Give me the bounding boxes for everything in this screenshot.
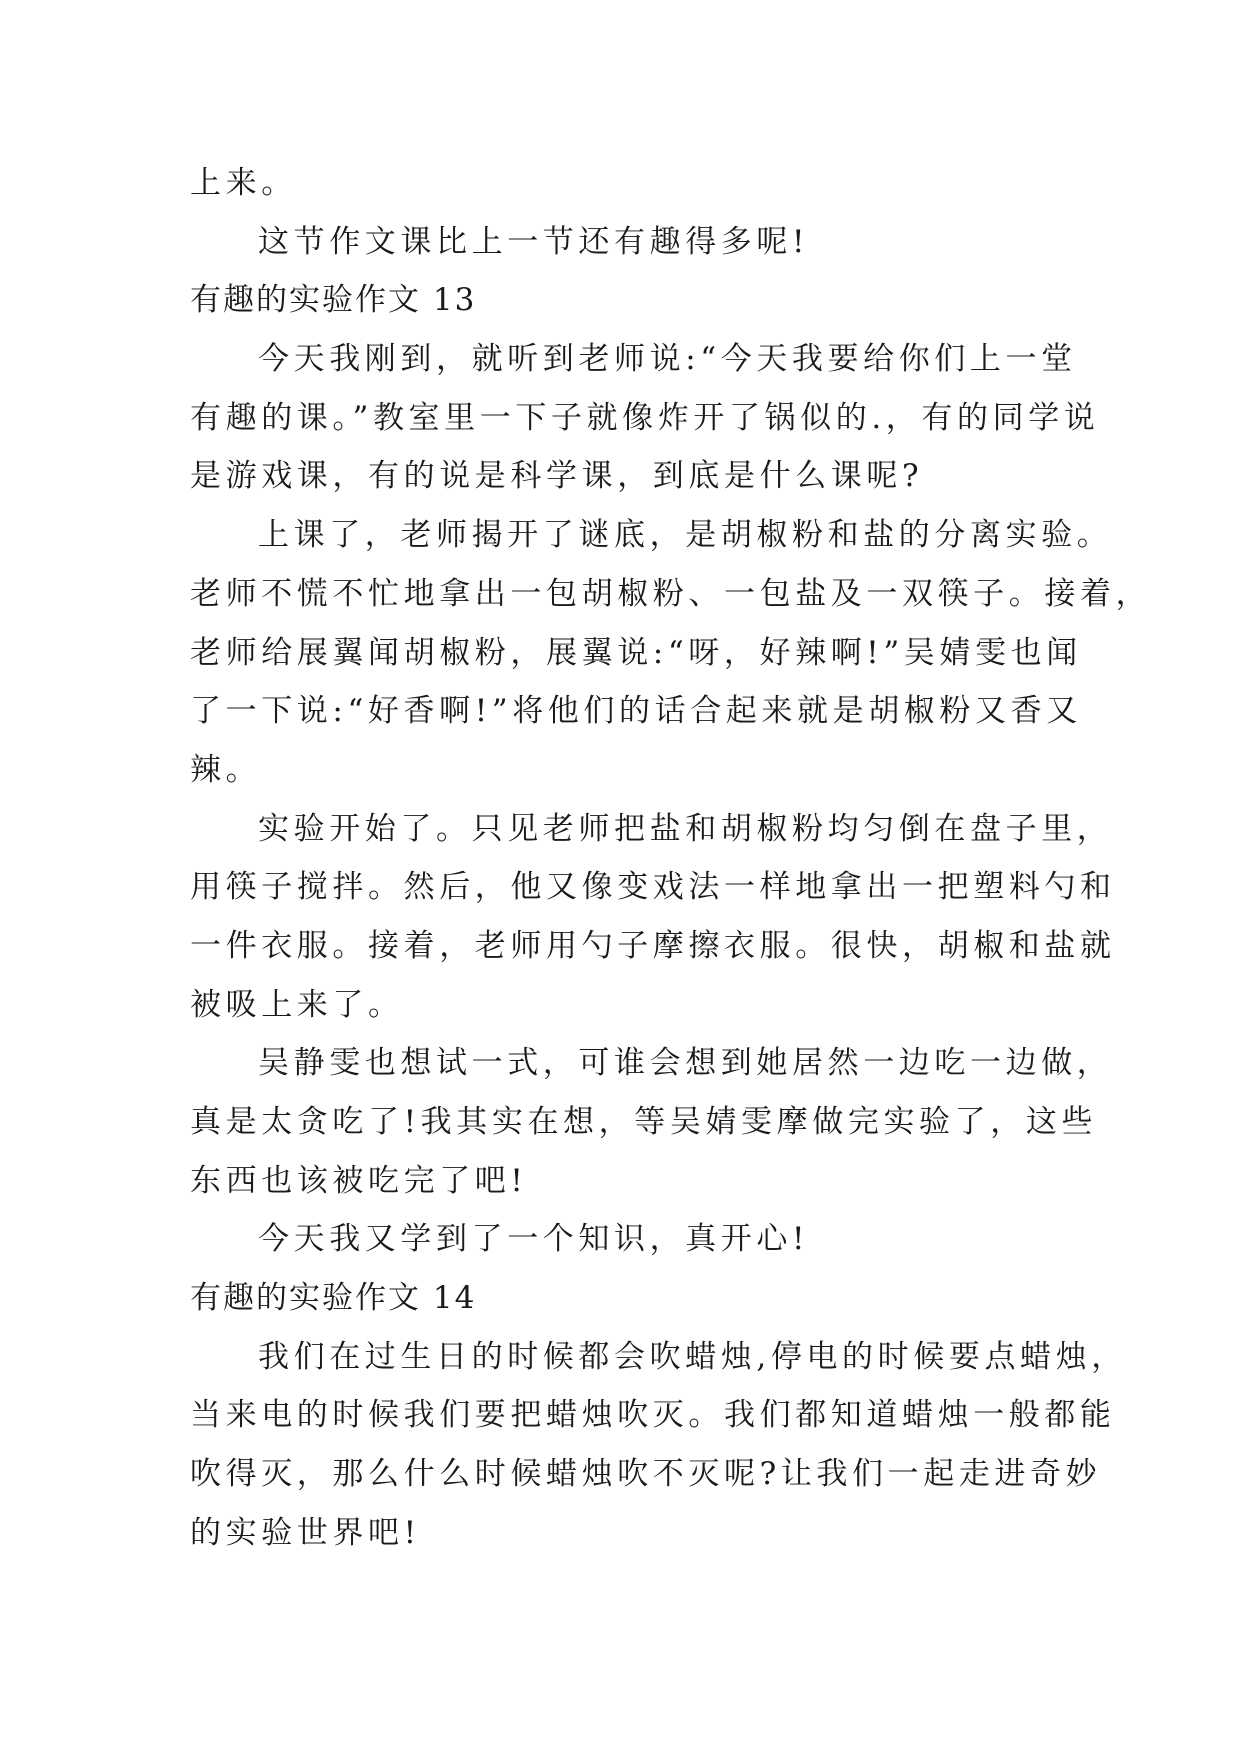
- text-line: 吴静雯也想试一式，可谁会想到她居然一边吃一边做，: [258, 1045, 1113, 1082]
- text-line: 是游戏课，有的说是科学课，到底是什么课呢?: [190, 458, 924, 495]
- text-line: 的实验世界吧!: [190, 1514, 421, 1551]
- text-line: 今天我刚到，就听到老师说:“今天我要给你们上一堂: [258, 341, 1077, 378]
- text-line: 上课了，老师揭开了谜底，是胡椒粉和盐的分离实验。: [258, 517, 1113, 554]
- text-line: 今天我又学到了一个知识，真开心!: [258, 1221, 810, 1258]
- text-line: 我们在过生日的时候都会吹蜡烛,停电的时候要点蜡烛，: [258, 1338, 1127, 1375]
- text-line: 辣。: [190, 751, 262, 788]
- text-line: 当来电的时候我们要把蜡烛吹灭。我们都知道蜡烛一般都能: [190, 1397, 1116, 1434]
- text-line: 真是太贪吃了!我其实在想，等吴婧雯摩做完实验了，这些: [190, 1104, 1098, 1140]
- text-line: 老师不慌不忙地拿出一包胡椒粉、一包盐及一双筷子。接着，: [190, 575, 1152, 612]
- section-heading: 有趣的实验作文 14: [190, 1280, 477, 1317]
- text-line: 吹得灭，那么什么时候蜡烛吹不灭呢?让我们一起走进奇妙: [190, 1456, 1102, 1493]
- section-heading: 有趣的实验作文 13: [190, 282, 477, 319]
- text-line: 有趣的课。”教室里一下子就像炸开了锅似的.，有的同学说: [190, 399, 1100, 436]
- text-line: 上来。: [190, 165, 297, 201]
- document-body: [190, 154, 1152, 1563]
- text-line: 被吸上来了。: [190, 986, 404, 1023]
- text-line: 东西也该被吃完了吧!: [190, 1162, 528, 1199]
- text-line: 老师给展翼闻胡椒粉，展翼说:“呀，好辣啊!”吴婧雯也闻: [190, 634, 1082, 671]
- text-line: 一件衣服。接着，老师用勺子摩擦衣服。很快，胡椒和盐就: [190, 927, 1116, 964]
- text-line: 了一下说:“好香啊!”将他们的话合起来就是胡椒粉又香又: [190, 693, 1082, 730]
- text-line: 这节作文课比上一节还有趣得多呢!: [258, 223, 810, 260]
- text-line: 实验开始了。只见老师把盐和胡椒粉均匀倒在盘子里，: [258, 810, 1113, 847]
- text-line: 用筷子搅拌。然后，他又像变戏法一样地拿出一把塑料勺和: [190, 869, 1116, 906]
